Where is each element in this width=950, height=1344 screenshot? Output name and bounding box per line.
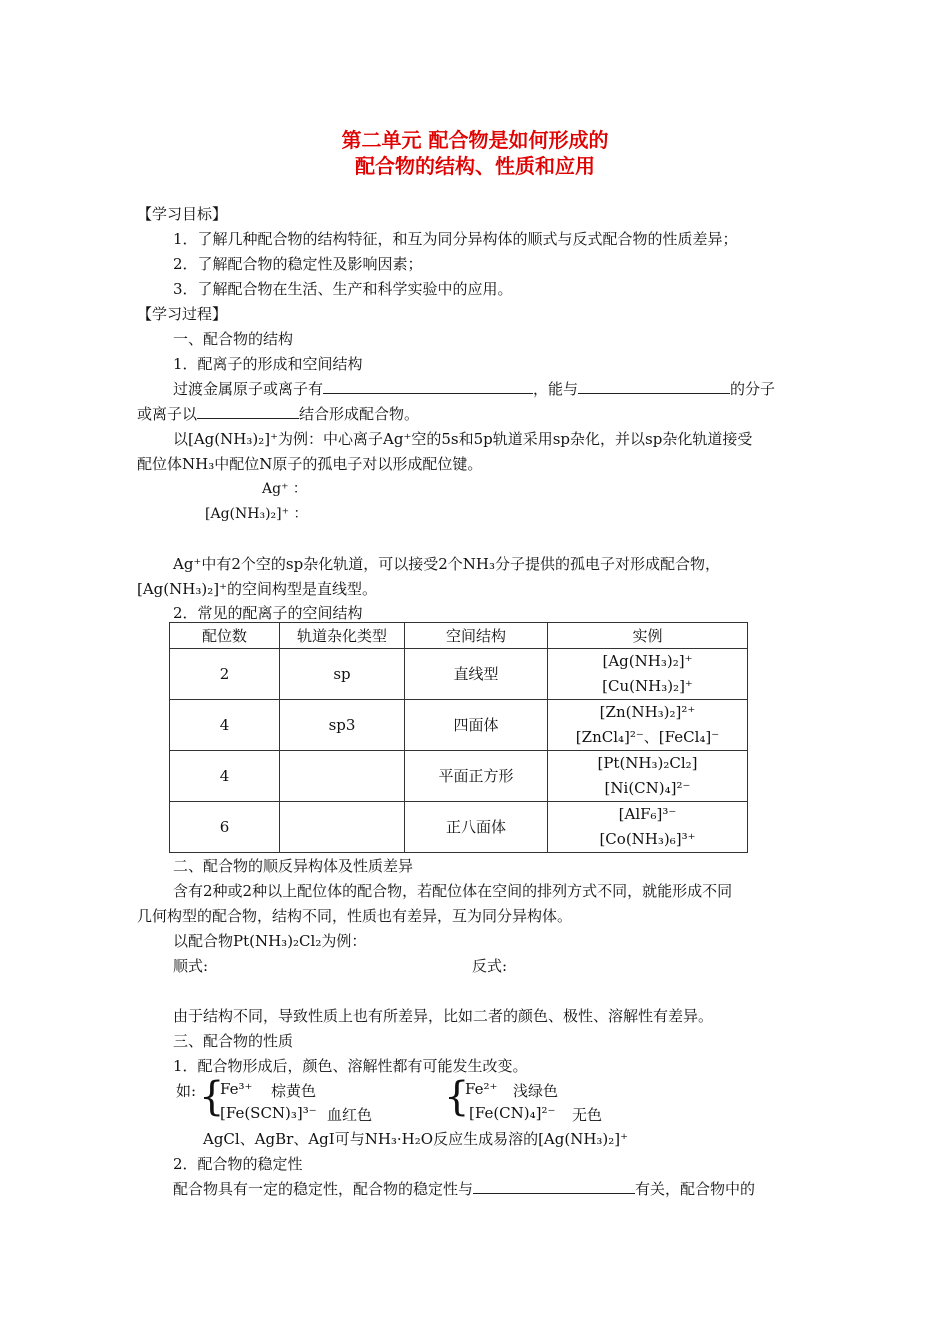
left-brace-icon: { (199, 1074, 225, 1120)
left-brace-icon: { (444, 1074, 470, 1120)
answer-blank[interactable] (197, 404, 299, 419)
subsection-heading: 2．配合物的稳定性 (173, 1155, 303, 1173)
cell-examples (548, 802, 748, 853)
cell-shape: 平面正方形 (405, 751, 548, 802)
paragraph-line: 以配合物Pt(NH₃)₂Cl₂为例： (173, 932, 367, 950)
goal-item: 1．了解几种配合物的结构特征，和互为同分异构体的顺式与反式配合物的性质差异； (173, 230, 738, 248)
fill-in-paragraph: 配合物具有一定的稳定性，配合物的稳定性与 有关，配合物中的 (173, 1180, 756, 1198)
table-header: 配位数 (170, 623, 280, 649)
section-heading: 三、配合物的性质 (173, 1032, 294, 1050)
table-header: 空间结构 (405, 623, 548, 649)
goals-heading: 【学习目标】 (137, 205, 228, 223)
example: [Pt(NH₃)₂Cl₂] (597, 754, 698, 772)
table-row (170, 649, 748, 700)
ion-color: 浅绿色 (513, 1082, 559, 1100)
cell-examples (548, 649, 748, 700)
answer-blank[interactable] (578, 379, 730, 394)
paragraph-line: [Ag(NH₃)₂]⁺的空间构型是直线型。 (137, 580, 377, 598)
cell-coordination-number: 2 (170, 649, 280, 700)
paragraph-line: 几何构型的配合物，结构不同，性质也有差异，互为同分异构体。 (137, 907, 573, 925)
example: [AlF₆]³⁻ (618, 805, 677, 823)
page-title: 第二单元 配合物是如何形成的 (341, 128, 609, 152)
coordination-table (169, 622, 748, 853)
agnh3-diagram-label: [Ag(NH₃)₂]⁺ ： (205, 506, 308, 522)
ion-color: 棕黄色 (271, 1082, 317, 1100)
cell-examples (548, 751, 748, 802)
subsection-heading: 1．配离子的形成和空间结构 (173, 355, 363, 373)
page-subtitle: 配合物的结构、性质和应用 (355, 154, 595, 178)
paragraph-line: 含有2种或2种以上配位体的配合物，若配位体在空间的排列方式不同，就能形成不同 (173, 882, 733, 900)
cell-shape: 四面体 (405, 700, 548, 751)
section-heading: 二、配合物的顺反异构体及性质差异 (173, 857, 414, 875)
section-heading: 一、配合物的结构 (173, 330, 294, 348)
ag-diagram-label: Ag⁺ ： (262, 481, 307, 497)
paragraph-line: AgCl、AgBr、AgI可与NH₃·H₂O反应生成易溶的[Ag(NH₃)₂]⁺ (203, 1130, 629, 1148)
cell-coordination-number: 6 (170, 802, 280, 853)
table-header: 实例 (548, 623, 748, 649)
subsection-heading: 2．常见的配离子的空间结构 (173, 604, 363, 622)
paragraph-line: 以[Ag(NH₃)₂]⁺为例：中心离子Ag⁺空的5s和5p轨道采用sp杂化，并以sp杂化轨道接受 (173, 430, 753, 448)
goal-item: 2．了解配合物的稳定性及影响因素； (173, 255, 423, 273)
trans-label: 反式: (472, 957, 508, 975)
example: [Ni(CN)₄]²⁻ (604, 779, 691, 797)
paragraph-line: 配位体NH₃中配位N原子的孤电子对以形成配位键。 (137, 455, 483, 473)
cis-label: 顺式: (173, 957, 209, 975)
table-row (170, 700, 748, 751)
cell-coordination-number: 4 (170, 700, 280, 751)
cell-hybridization (280, 802, 405, 853)
answer-blank[interactable] (473, 1179, 635, 1194)
paragraph-line: Ag⁺中有2个空的sp杂化轨道，可以接受2个NH₃分子提供的孤电子对形成配合物， (173, 555, 720, 573)
example: [Cu(NH₃)₂]⁺ (602, 677, 693, 695)
example: [Co(NH₃)₆]³⁺ (599, 830, 696, 848)
fill-in-paragraph-cont: 或离子以 结合形成配合物。 (137, 405, 420, 423)
cell-hybridization (280, 751, 405, 802)
cell-shape: 直线型 (405, 649, 548, 700)
ion-formula: Fe²⁺ (465, 1080, 498, 1098)
ion-formula: [Fe(CN)₄]²⁻ (469, 1104, 556, 1122)
ion-color: 无色 (572, 1106, 603, 1124)
process-heading: 【学习过程】 (137, 305, 228, 323)
cell-hybridization: sp3 (280, 700, 405, 751)
table-header: 轨道杂化类型 (280, 623, 405, 649)
example: [ZnCl₄]²⁻、[FeCl₄]⁻ (575, 728, 720, 746)
ion-formula: Fe³⁺ (220, 1080, 253, 1098)
paragraph-line: 由于结构不同，导致性质上也有所差异，比如二者的颜色、极性、溶解性有差异。 (173, 1007, 714, 1025)
table-row (170, 802, 748, 853)
fill-in-paragraph: 过渡金属原子或离子有 ，能与 的分子 (173, 380, 776, 398)
ion-color: 血红色 (327, 1106, 373, 1124)
cell-examples (548, 700, 748, 751)
example-label: 如: (176, 1082, 197, 1100)
table-row (170, 751, 748, 802)
answer-blank[interactable] (323, 379, 533, 394)
cell-shape: 正八面体 (405, 802, 548, 853)
subsection-heading: 1．配合物形成后，颜色、溶解性都有可能发生改变。 (173, 1057, 528, 1075)
cell-hybridization: sp (280, 649, 405, 700)
ion-formula: [Fe(SCN)₃]³⁻ (220, 1104, 317, 1122)
cell-coordination-number: 4 (170, 751, 280, 802)
example: [Ag(NH₃)₂]⁺ (602, 652, 693, 670)
example: [Zn(NH₃)₂]²⁺ (599, 703, 696, 721)
goal-item: 3．了解配合物在生活、生产和科学实验中的应用。 (173, 280, 513, 298)
